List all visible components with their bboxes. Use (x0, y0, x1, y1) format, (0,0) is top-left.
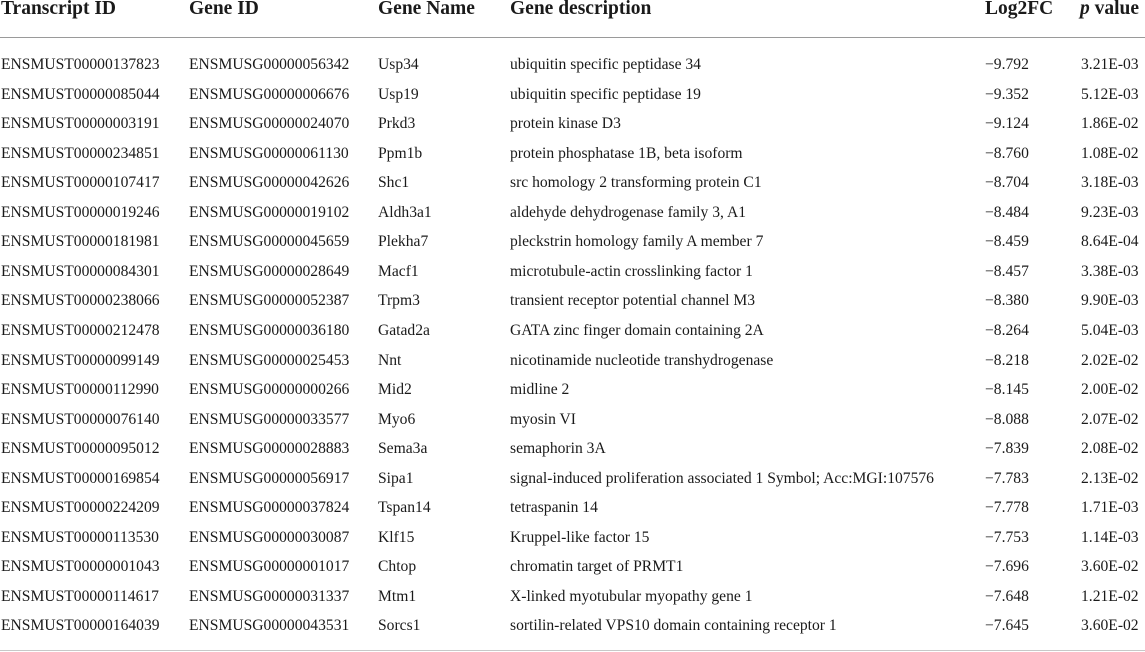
p-value-cell: 3.21E-03 (1081, 56, 1139, 73)
gene-name-cell: Mtm1 (378, 587, 417, 605)
gene-id-cell: ENSMUSG00000006676 (189, 85, 350, 103)
gene-name-cell: Usp19 (378, 85, 419, 103)
gene-description-cell: src homology 2 transforming protein C1 (510, 174, 762, 192)
transcript-id-cell: ENSMUST00000003191 (1, 115, 160, 133)
header-p-word: value (1094, 0, 1140, 19)
transcript-id-cell: ENSMUST00000076140 (1, 410, 160, 428)
gene-id-cell: ENSMUSG00000028883 (189, 440, 350, 458)
header-p-value (1080, 0, 1139, 20)
gene-description-cell: myosin VI (510, 410, 576, 428)
gene-id-cell: ENSMUSG00000001017 (189, 558, 350, 576)
transcript-id-cell: ENSMUST00000169854 (1, 469, 160, 487)
p-value-cell: 5.12E-03 (1081, 85, 1139, 103)
gene-name-cell: Prkd3 (378, 115, 416, 133)
header-gene-description: Gene description (510, 0, 652, 19)
gene-name-cell: Mid2 (378, 381, 412, 399)
log2fc-cell: −8.145 (985, 381, 1029, 399)
transcript-id-cell: ENSMUST00000107417 (1, 174, 160, 192)
p-value-cell: 9.90E-03 (1081, 292, 1139, 310)
transcript-id-cell: ENSMUST00000099149 (1, 351, 160, 369)
bottom-rule (0, 650, 1145, 651)
gene-description-cell: midline 2 (510, 381, 570, 399)
log2fc-cell: −7.645 (985, 617, 1029, 635)
gene-id-cell: ENSMUSG00000028649 (189, 262, 350, 280)
table-row (0, 262, 1145, 292)
p-value-cell: 2.08E-02 (1081, 440, 1139, 458)
p-value-cell: 2.02E-02 (1081, 351, 1139, 369)
table-row (0, 380, 1145, 410)
gene-id-cell: ENSMUSG00000024070 (189, 115, 350, 133)
transcript-id-cell: ENSMUST00000181981 (1, 233, 160, 251)
gene-id-cell: ENSMUSG00000000266 (189, 381, 350, 399)
table-row (0, 528, 1145, 558)
gene-id-cell: ENSMUSG00000030087 (189, 528, 350, 546)
table-row (0, 439, 1145, 469)
gene-description-cell: ubiquitin specific peptidase 34 (510, 56, 701, 73)
transcript-id-cell: ENSMUST00000084301 (1, 262, 160, 280)
table-row (0, 321, 1145, 351)
log2fc-cell: −8.760 (985, 144, 1029, 162)
gene-id-cell: ENSMUSG00000056917 (189, 469, 350, 487)
p-value-cell: 1.71E-03 (1081, 499, 1139, 517)
header-rule (0, 37, 1145, 38)
gene-id-cell: ENSMUSG00000061130 (189, 144, 349, 162)
gene-description-cell: tetraspanin 14 (510, 499, 598, 517)
log2fc-cell: −8.380 (985, 292, 1029, 310)
table-row (0, 351, 1145, 381)
log2fc-cell: −9.792 (985, 56, 1029, 73)
table-header (0, 0, 1145, 36)
gene-name-cell: Tspan14 (378, 499, 431, 517)
gene-id-cell: ENSMUSG00000056342 (189, 56, 350, 73)
log2fc-cell: −7.696 (985, 558, 1029, 576)
gene-description-cell: Kruppel-like factor 15 (510, 528, 650, 546)
log2fc-cell: −8.264 (985, 321, 1029, 339)
gene-name-cell: Sema3a (378, 440, 428, 458)
gene-name-cell: Sipa1 (378, 469, 414, 487)
gene-name-cell: Nnt (378, 351, 402, 369)
header-gene-name: Gene Name (378, 0, 475, 19)
gene-description-cell: transient receptor potential channel M3 (510, 292, 756, 310)
table-row (0, 498, 1145, 528)
header-gene-id: Gene ID (189, 0, 259, 19)
table-row (0, 469, 1145, 499)
log2fc-cell: −7.783 (985, 469, 1029, 487)
gene-name-cell: Plekha7 (378, 233, 429, 251)
p-value-cell: 3.18E-03 (1081, 174, 1139, 192)
log2fc-cell: −7.648 (985, 587, 1029, 605)
gene-name-cell: Trpm3 (378, 292, 420, 310)
transcript-id-cell: ENSMUST00000019246 (1, 203, 160, 221)
p-value-cell: 1.08E-02 (1081, 144, 1139, 162)
gene-name-cell: Sorcs1 (378, 617, 421, 635)
table-row (0, 410, 1145, 440)
gene-description-cell: pleckstrin homology family A member 7 (510, 233, 764, 251)
gene-name-cell: Aldh3a1 (378, 203, 432, 221)
gene-description-cell: chromatin target of PRMT1 (510, 558, 684, 576)
gene-name-cell: Shc1 (378, 174, 410, 192)
p-value-cell: 2.00E-02 (1081, 381, 1139, 399)
transcript-id-cell: ENSMUST00000112990 (1, 381, 159, 399)
log2fc-cell: −9.352 (985, 85, 1029, 103)
p-value-cell: 1.14E-03 (1081, 528, 1139, 546)
gene-id-cell: ENSMUSG00000033577 (189, 410, 350, 428)
gene-id-cell: ENSMUSG00000042626 (189, 174, 350, 192)
gene-name-cell: Klf15 (378, 528, 415, 546)
gene-name-cell: Usp34 (378, 56, 419, 73)
gene-description-cell: protein phosphatase 1B, beta isoform (510, 144, 743, 162)
header-p-symbol: p (1080, 0, 1090, 19)
table-row (0, 55, 1145, 85)
log2fc-cell: −8.459 (985, 233, 1029, 251)
table-row (0, 85, 1145, 115)
gene-description-cell: microtubule-actin crosslinking factor 1 (510, 262, 753, 280)
transcript-id-cell: ENSMUST00000137823 (1, 56, 160, 73)
transcript-id-cell: ENSMUST00000234851 (1, 144, 160, 162)
gene-id-cell: ENSMUSG00000045659 (189, 233, 350, 251)
log2fc-cell: −8.457 (985, 262, 1029, 280)
p-value-cell: 1.21E-02 (1081, 587, 1139, 605)
p-value-cell: 2.13E-02 (1081, 469, 1139, 487)
p-value-cell: 9.23E-03 (1081, 203, 1139, 221)
log2fc-cell: −7.778 (985, 499, 1029, 517)
gene-id-cell: ENSMUSG00000019102 (189, 203, 350, 221)
log2fc-cell: −8.704 (985, 174, 1029, 192)
table-row (0, 144, 1145, 174)
table-row (0, 232, 1145, 262)
gene-id-cell: ENSMUSG00000052387 (189, 292, 350, 310)
gene-id-cell: ENSMUSG00000025453 (189, 351, 350, 369)
gene-id-cell: ENSMUSG00000036180 (189, 321, 350, 339)
transcript-id-cell: ENSMUST00000113530 (1, 528, 159, 546)
transcript-id-cell: ENSMUST00000095012 (1, 440, 160, 458)
gene-description-cell: semaphorin 3A (510, 440, 606, 458)
gene-description-cell: signal-induced proliferation associated 1 Symbol; Acc:MGI:107576 (510, 469, 934, 487)
table-row (0, 173, 1145, 203)
transcript-id-cell: ENSMUST00000164039 (1, 617, 160, 635)
gene-id-cell: ENSMUSG00000043531 (189, 617, 350, 635)
gene-name-cell: Ppm1b (378, 144, 423, 162)
log2fc-cell: −8.218 (985, 351, 1029, 369)
gene-id-cell: ENSMUSG00000037824 (189, 499, 350, 517)
table-row (0, 616, 1145, 646)
p-value-cell: 1.86E-02 (1081, 115, 1139, 133)
transcript-id-cell: ENSMUST00000085044 (1, 85, 160, 103)
log2fc-cell: −7.839 (985, 440, 1029, 458)
table-row (0, 203, 1145, 233)
gene-description-cell: X-linked myotubular myopathy gene 1 (510, 587, 753, 605)
transcript-id-cell: ENSMUST00000001043 (1, 558, 160, 576)
gene-name-cell: Chtop (378, 558, 417, 576)
table-row (0, 557, 1145, 587)
gene-description-cell: ubiquitin specific peptidase 19 (510, 85, 701, 103)
log2fc-cell: −7.753 (985, 528, 1029, 546)
log2fc-cell: −8.088 (985, 410, 1029, 428)
gene-id-cell: ENSMUSG00000031337 (189, 587, 350, 605)
table-row (0, 587, 1145, 617)
log2fc-cell: −9.124 (985, 115, 1029, 133)
gene-description-cell: protein kinase D3 (510, 115, 621, 133)
p-value-cell: 3.38E-03 (1081, 262, 1139, 280)
log2fc-cell: −8.484 (985, 203, 1029, 221)
p-value-cell: 2.07E-02 (1081, 410, 1139, 428)
p-value-cell: 3.60E-02 (1081, 617, 1139, 635)
p-value-cell: 8.64E-04 (1081, 233, 1139, 251)
transcript-id-cell: ENSMUST00000212478 (1, 321, 160, 339)
gene-description-cell: GATA zinc finger domain containing 2A (510, 321, 764, 339)
table-row (0, 291, 1145, 321)
gene-description-cell: nicotinamide nucleotide transhydrogenase (510, 351, 774, 369)
transcript-id-cell: ENSMUST00000238066 (1, 292, 160, 310)
gene-name-cell: Macf1 (378, 262, 419, 280)
header-log2fc: Log2FC (985, 0, 1054, 19)
p-value-cell: 5.04E-03 (1081, 321, 1139, 339)
header-transcript-id: Transcript ID (1, 0, 117, 19)
table-row (0, 114, 1145, 144)
transcript-id-cell: ENSMUST00000114617 (1, 587, 159, 605)
transcript-id-cell: ENSMUST00000224209 (1, 499, 160, 517)
gene-name-cell: Gatad2a (378, 321, 430, 339)
gene-name-cell: Myo6 (378, 410, 416, 428)
gene-description-cell: sortilin-related VPS10 domain containing receptor 1 (510, 617, 837, 635)
gene-description-cell: aldehyde dehydrogenase family 3, A1 (510, 203, 746, 221)
p-value-cell: 3.60E-02 (1081, 558, 1139, 576)
